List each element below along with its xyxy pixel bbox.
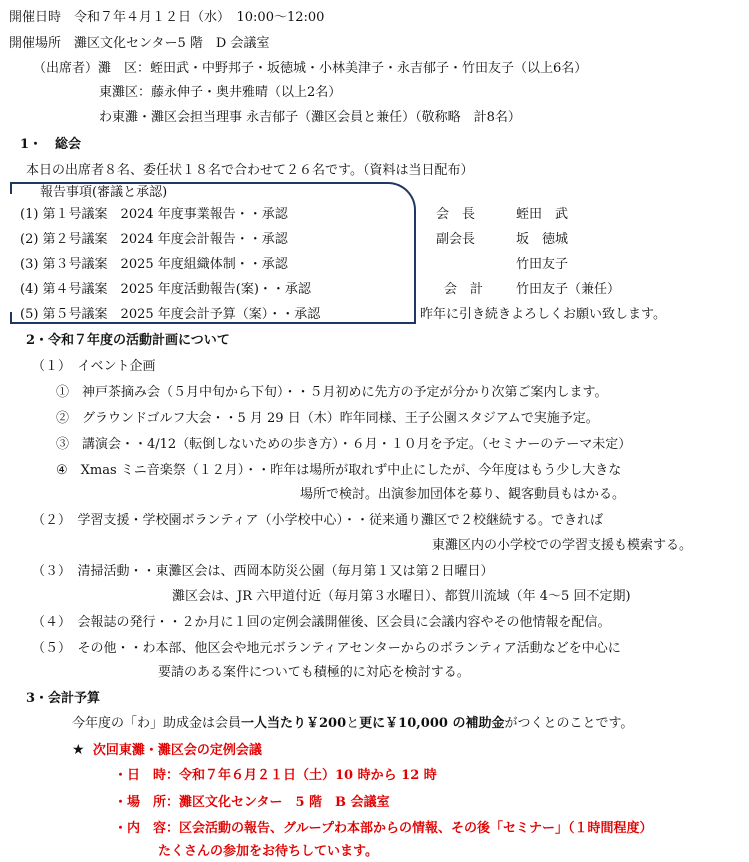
section-1-closing: 昨年に引き続きよろしくお願い致します。 bbox=[420, 307, 666, 322]
officer-role-vice-president: 副会長 bbox=[436, 232, 476, 247]
next-meeting-title: 次回東灘・灘区会の定例会議 bbox=[92, 743, 262, 758]
officer-role-president: 会 長 bbox=[436, 207, 476, 222]
newsletter: （４） 会報誌の発行・・２か月に１回の定例会議開催後、区会員に会議内容やその他情報を配信。 bbox=[32, 615, 611, 630]
agenda-item-5: (5) 第５号議案 2025 年度会計予算（案）・・承認 bbox=[20, 307, 321, 322]
officer-name-president: 蛭田 武 bbox=[516, 207, 569, 222]
event-ground-golf: ② グラウンドゴルフ大会・・5 月 29 日（木）昨年同様、王子公園スタジアムで実施予定。 bbox=[56, 411, 599, 426]
agenda-item-1: (1) 第１号議案 2024 年度事業報告・・承認 bbox=[20, 207, 288, 222]
learning-support: （２） 学習支援・学校園ボランティア（小学校中心）・・従来通り灘区で２校継続する。できれば bbox=[32, 513, 603, 528]
attendees-nada: （出席者）灘 区：蛭田武・中野邦子・坂徳城・小林美津子・永吉郁子・竹田友子（以上6名） bbox=[33, 61, 588, 76]
agenda-box bbox=[10, 182, 416, 324]
event-xmas-concert: ④ Xmas ミニ音楽祭（１２月）・・昨年は場所が取れず中止にしたが、今年度はもう少し大きな bbox=[56, 463, 622, 478]
event-planning-heading: （１） イベント企画 bbox=[32, 359, 156, 374]
budget-text-3: がつくとのことです。 bbox=[504, 716, 634, 731]
event-xmas-concert-cont: 場所で検討。出演参加団体を募り、観客動員もはかる。 bbox=[300, 487, 626, 502]
next-meeting-date: ・日 時：令和７年６月２１日（土）10 時から 12 時 bbox=[114, 768, 437, 783]
star-icon: ★ bbox=[72, 742, 85, 758]
event-tea-picking: ① 神戸茶摘み会（５月中旬から下旬）・・５月初めに先方の予定が分かり次第ご案内します。 bbox=[56, 385, 608, 400]
other-activities-cont: 要請のある案件についても積極的に対応を検討する。 bbox=[158, 665, 470, 680]
section-3-title: 3・会計予算 bbox=[26, 691, 101, 706]
officer-role-treasurer: 会 計 bbox=[444, 282, 484, 297]
officer-name-vice-president-1: 坂 徳城 bbox=[516, 232, 569, 247]
agenda-item-2: (2) 第２号議案 2024 年度会計報告・・承認 bbox=[20, 232, 288, 247]
next-meeting-content: ・内 容：区会活動の報告、グループわ本部からの情報、その後「セミナー」（１時間程度） bbox=[114, 821, 653, 836]
event-lecture: ③ 講演会・・4/12（転倒しないための歩き方）・６月・１０月を予定。（セミナーのテーマ未定） bbox=[56, 437, 632, 452]
cleaning-activity-cont: 灘区会は、JR 六甲道付近（毎月第３水曜日）、都賀川流域（年 4〜5 回不定期) bbox=[172, 589, 631, 604]
section-1-intro: 本日の出席者８名、委任状１８名で合わせて２６名です。（資料は当日配布） bbox=[26, 163, 474, 178]
section-1-title: 1・ 総会 bbox=[20, 137, 82, 152]
budget-text-2: と bbox=[346, 716, 360, 731]
next-meeting-heading bbox=[72, 741, 262, 760]
budget-text bbox=[72, 715, 633, 733]
cleaning-activity: （３） 清掃活動・・東灘区会は、西岡本防災公園（毎月第１又は第２日曜日） bbox=[32, 564, 494, 579]
learning-support-cont: 東灘区内の小学校での学習支援も模索する。 bbox=[432, 538, 693, 553]
officer-name-treasurer: 竹田友子（兼任） bbox=[516, 282, 621, 297]
next-meeting-place: ・場 所：灘区文化センター 5 階 B 会議室 bbox=[114, 795, 390, 810]
budget-per-person: 一人当たり￥200 bbox=[241, 716, 347, 731]
section-2-title: 2・令和７年度の活動計画について bbox=[26, 333, 230, 348]
meeting-date: 開催日時 令和７年４月１２日（水） 10:00〜12:00 bbox=[9, 10, 325, 25]
attendees-higashinada: 東灘区：藤永伸子・奥井雅晴（以上2名） bbox=[99, 85, 342, 100]
agenda-item-4: (4) 第４号議案 2025 年度活動報告(案)・・承認 bbox=[20, 282, 311, 297]
agenda-item-3: (3) 第３号議案 2025 年度組織体制・・承認 bbox=[20, 257, 288, 272]
budget-text-1: 今年度の「わ」助成金は会員 bbox=[72, 716, 242, 731]
attendees-director: わ東灘・灘区会担当理事 永吉郁子（灘区会員と兼任）（敬称略 計8名） bbox=[99, 110, 521, 125]
officer-name-vice-president-2: 竹田友子 bbox=[516, 257, 569, 272]
meeting-place: 開催場所 灘区文化センター5 階 D 会議室 bbox=[9, 36, 270, 51]
agenda-box-title: 報告事項(審議と承認) bbox=[40, 185, 168, 200]
budget-subsidy: 更に￥10,000 の補助金 bbox=[359, 716, 505, 731]
next-meeting-invite: たくさんの参加をお待ちしています。 bbox=[158, 844, 378, 859]
other-activities: （５） その他・・わ本部、他区会や地元ボランティアセンターからのボランティア活動などを中心に bbox=[32, 641, 621, 656]
